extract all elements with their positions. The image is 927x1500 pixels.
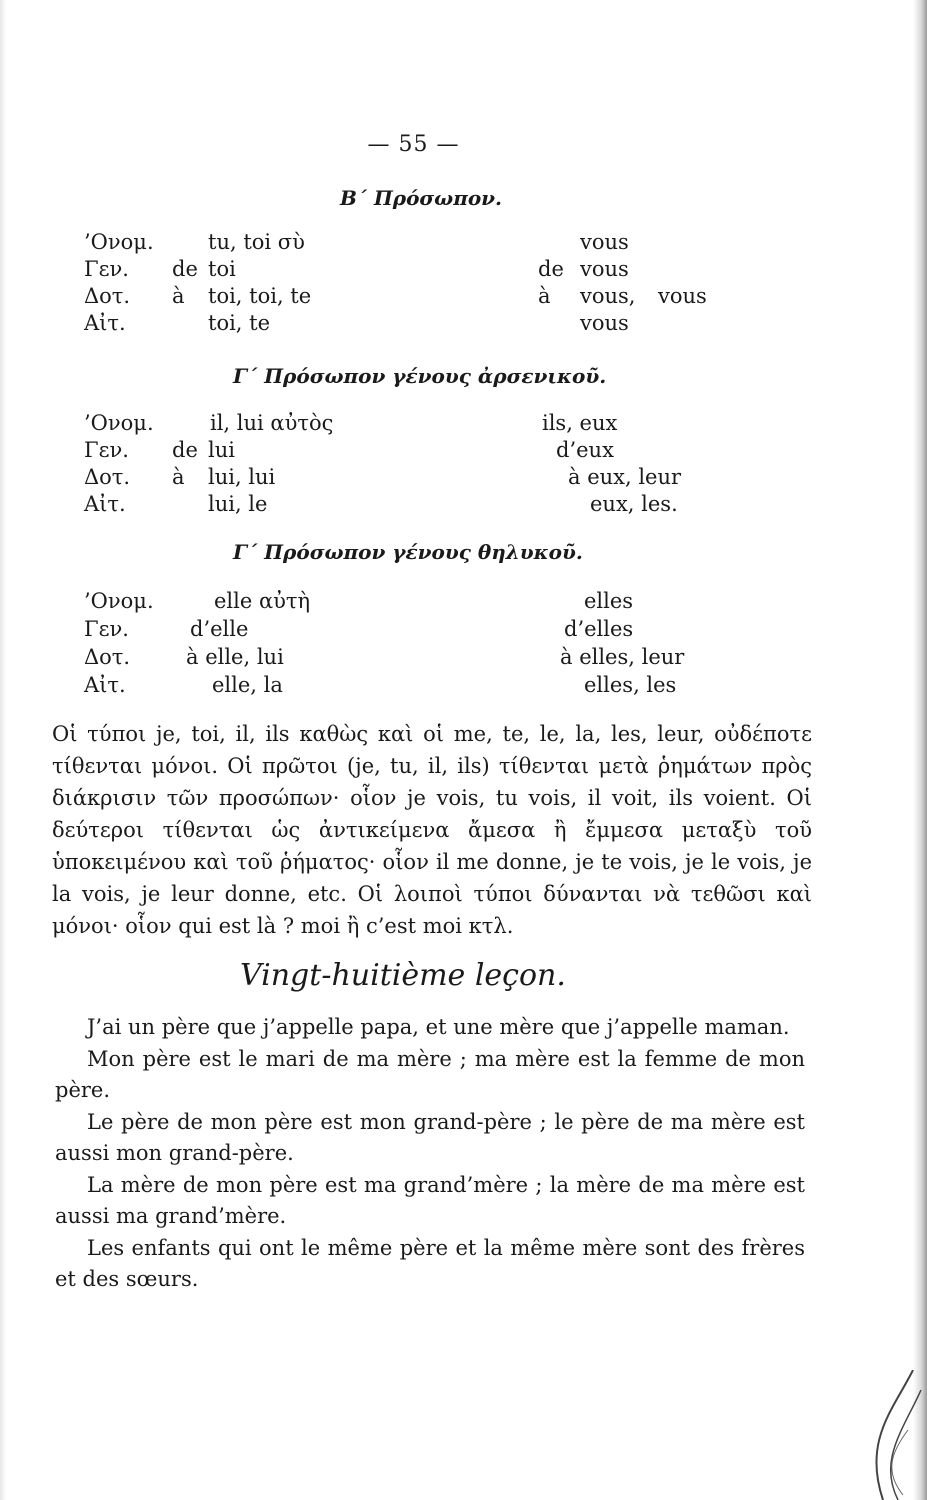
- case-label: Γεν.: [84, 438, 129, 462]
- plural-form: vous: [580, 257, 629, 281]
- singular-form: il, lui αὐτὸς: [210, 411, 334, 435]
- declension-row: [0, 617, 927, 644]
- plural-form: d’eux: [556, 438, 614, 462]
- corner-flourish-decoration: [853, 1370, 923, 1500]
- singular-form: lui: [208, 438, 235, 462]
- singular-form: tu, toi σὺ: [208, 230, 305, 254]
- greek-explanation-paragraph: Οἱ τύποι je, toi, il, ils καθὼς καὶ οἱ me, te, le, la, les, leur, οὐδέποτε τίθενται μόνοι. Οἱ πρῶτοι (je, tu, il, ils) τίθενται μετὰ ῥημάτων πρὸς διάκρισιν τῶν προσώπων· οἷον je vois, tu vois, il voit, ils voient. Οἱ δεύτεροι τίθενται ὡς ἀντικείμενα ἄμεσα ἢ ἔμμεσα μεταξὺ τοῦ ὑποκειμένου καὶ τοῦ ῥήματος· οἷον il me donne, je te vois, je le vois, je la vois, je leur donne, etc. Οἱ λοιποὶ τύποι δύνανται νὰ τεθῶσι καὶ μόνοι· οἷον qui est là ? moi ἢ c’est moi κτλ.: [52, 722, 812, 938]
- case-label: ’Ονομ.: [84, 230, 154, 254]
- plural-preposition: à: [538, 284, 551, 308]
- case-label: ’Ονομ.: [84, 411, 154, 435]
- plural-extra: vous: [658, 284, 707, 308]
- section-title-third-person-masculine: Γ΄ Πρόσωπον γένους ἀρσενικοῦ.: [233, 364, 607, 388]
- singular-preposition: à: [172, 465, 185, 489]
- plural-form: à elles, leur: [560, 645, 685, 669]
- singular-form: toi, toi, te: [208, 284, 312, 308]
- lesson-paragraph: La mère de mon père est ma grand’mère ; la mère de ma mère est aussi ma grand’mère.: [55, 1172, 805, 1228]
- singular-form: d’elle: [190, 617, 249, 641]
- declension-row: [0, 411, 927, 438]
- singular-form: lui, le: [208, 492, 268, 516]
- case-label: ’Ονομ.: [84, 589, 154, 613]
- declension-row: [0, 645, 927, 672]
- section-title-third-person-feminine: Γ΄ Πρόσωπον γένους θηλυκοῦ.: [233, 540, 583, 564]
- lesson-paragraph: Mon père est le mari de ma mère ; ma mère est la femme de mon père.: [55, 1046, 805, 1102]
- singular-form: à elle, lui: [186, 645, 284, 669]
- plural-form: vous,: [580, 284, 636, 308]
- declension-row: [0, 230, 927, 257]
- singular-form: elle αὐτὴ: [214, 589, 311, 613]
- declension-row: [0, 311, 927, 338]
- singular-form: elle, la: [212, 673, 283, 697]
- page-right-edge: [913, 0, 927, 1500]
- declension-row: [0, 492, 927, 519]
- section-title-second-person: B΄ Πρόσωπον.: [340, 186, 503, 210]
- plural-form: vous: [580, 311, 629, 335]
- plural-form: vous: [580, 230, 629, 254]
- case-label: Δοτ.: [84, 645, 131, 669]
- case-label: Δοτ.: [84, 284, 131, 308]
- singular-form: lui, lui: [208, 465, 276, 489]
- lesson-paragraph: Le père de mon père est mon grand-père ; le père de ma mère est aussi mon grand-père.: [55, 1109, 805, 1165]
- declension-row: [0, 257, 927, 284]
- declension-row: [0, 438, 927, 465]
- lesson-paragraph: Les enfants qui ont le même père et la même mère sont des frères et des sœurs.: [55, 1235, 805, 1291]
- declension-row: [0, 589, 927, 616]
- singular-preposition: de: [172, 438, 198, 462]
- singular-form: toi, te: [208, 311, 271, 335]
- case-label: Αἰτ.: [84, 673, 126, 697]
- singular-preposition: de: [172, 257, 198, 281]
- page-left-edge: [0, 0, 6, 1500]
- plural-form: d’elles: [564, 617, 634, 641]
- plural-form: à eux, leur: [568, 465, 682, 489]
- declension-row: [0, 284, 927, 311]
- case-label: Γεν.: [84, 617, 129, 641]
- case-label: Δοτ.: [84, 465, 131, 489]
- plural-form: ils, eux: [542, 411, 618, 435]
- page-number: — 55 —: [367, 132, 460, 157]
- plural-form: elles, les: [584, 673, 677, 697]
- singular-form: toi: [208, 257, 236, 281]
- plural-form: elles: [584, 589, 634, 613]
- plural-form: eux, les.: [590, 492, 678, 516]
- declension-row: [0, 465, 927, 492]
- case-label: Αἰτ.: [84, 492, 126, 516]
- declension-row: [0, 673, 927, 700]
- lesson-body: [55, 1012, 805, 1296]
- singular-preposition: à: [172, 284, 185, 308]
- case-label: Αἰτ.: [84, 311, 126, 335]
- plural-preposition: de: [538, 257, 564, 281]
- lesson-paragraph: J’ai un père que j’appelle papa, et une mère que j’appelle maman.: [87, 1015, 790, 1039]
- lesson-title: Vingt-huitième leçon.: [240, 958, 566, 993]
- case-label: Γεν.: [84, 257, 129, 281]
